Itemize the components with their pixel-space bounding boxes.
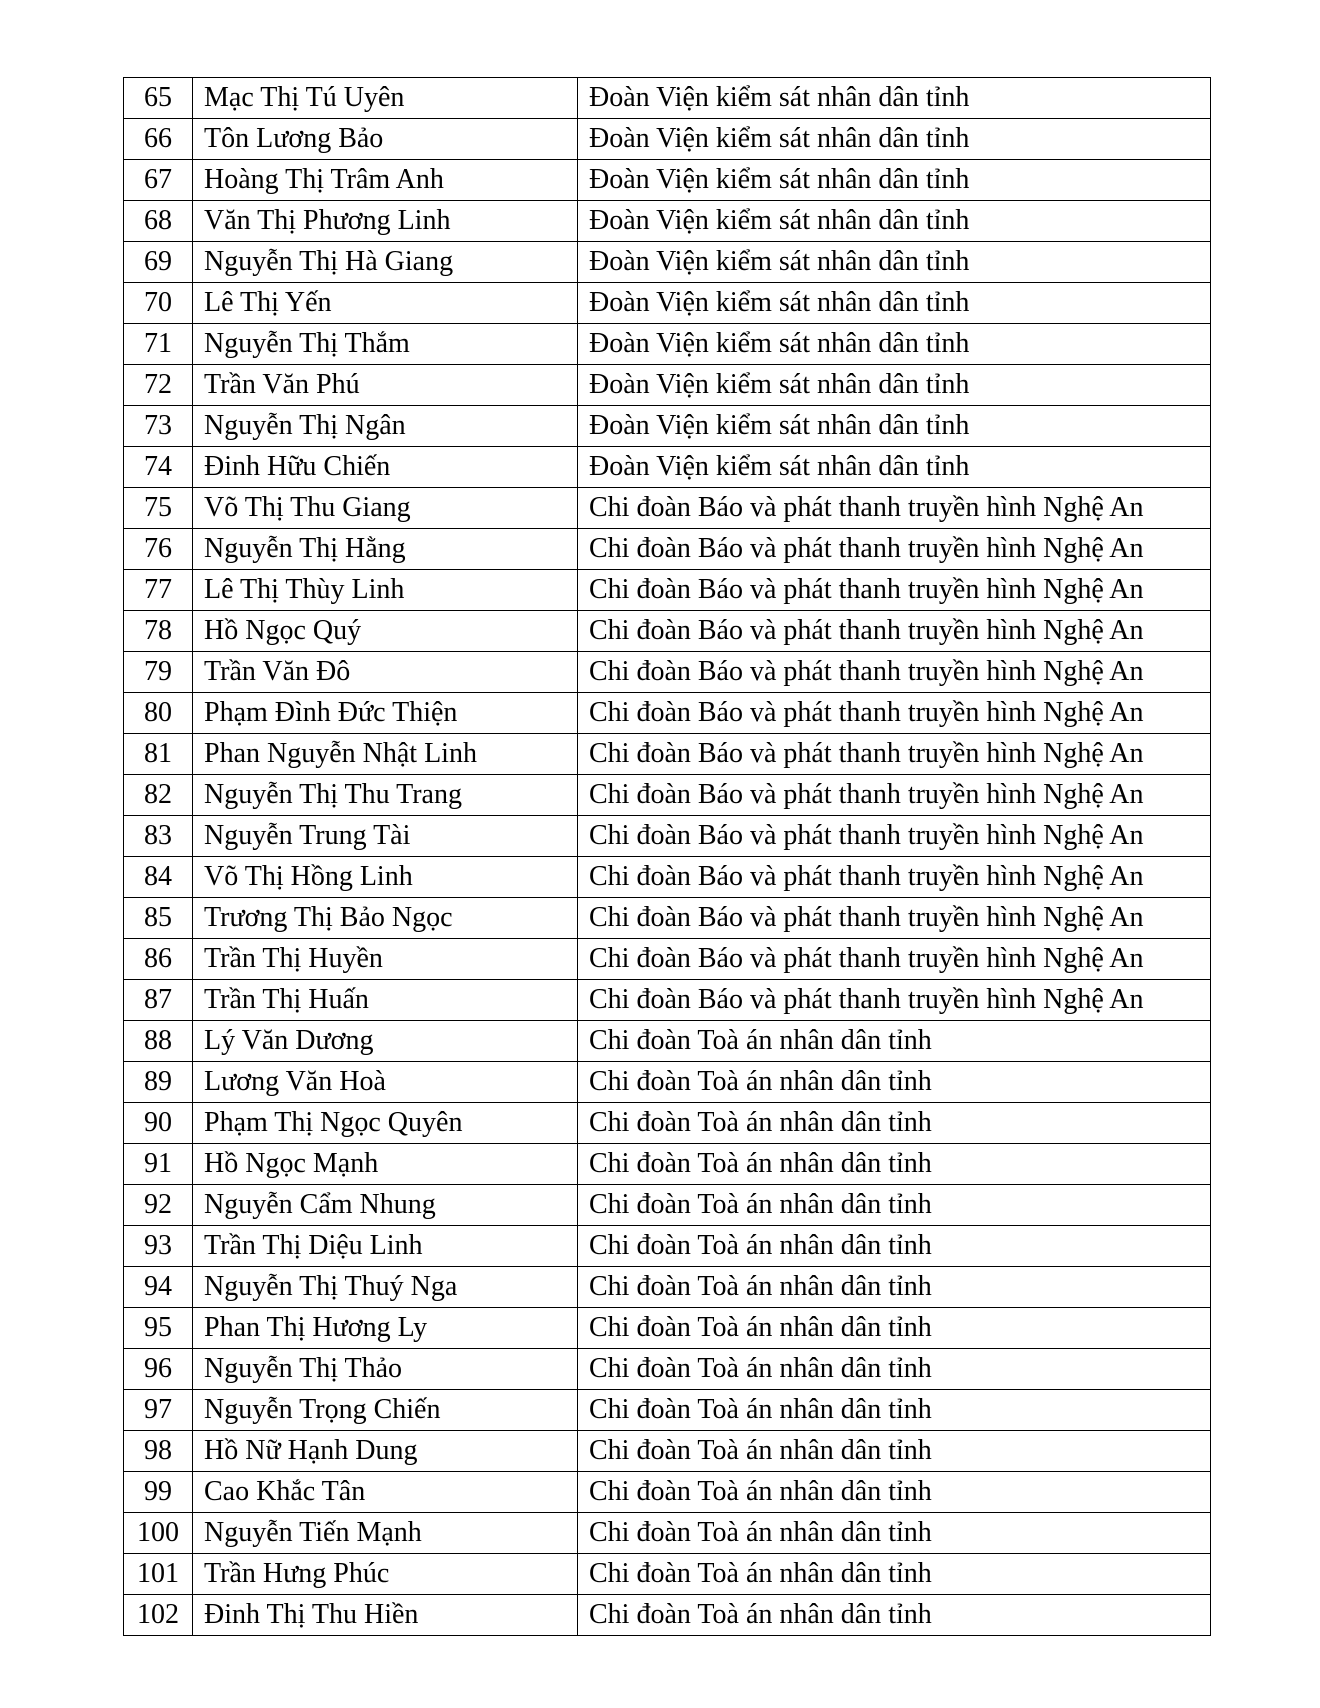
table-row (124, 611, 1211, 652)
row-number: 76 (124, 529, 193, 570)
row-number: 78 (124, 611, 193, 652)
row-number: 87 (124, 980, 193, 1021)
table-row (124, 1513, 1211, 1554)
member-name: Nguyễn Tiến Mạnh (193, 1513, 578, 1554)
member-name: Phạm Đình Đức Thiện (193, 693, 578, 734)
member-name: Võ Thị Thu Giang (193, 488, 578, 529)
table-row (124, 365, 1211, 406)
table-row (124, 78, 1211, 119)
member-unit: Chi đoàn Báo và phát thanh truyền hình Nghệ An (578, 570, 1211, 611)
member-name: Trần Thị Diệu Linh (193, 1226, 578, 1267)
member-unit: Chi đoàn Toà án nhân dân tỉnh (578, 1185, 1211, 1226)
row-number: 84 (124, 857, 193, 898)
row-number: 97 (124, 1390, 193, 1431)
member-unit: Chi đoàn Báo và phát thanh truyền hình Nghệ An (578, 652, 1211, 693)
member-unit: Chi đoàn Toà án nhân dân tỉnh (578, 1390, 1211, 1431)
member-unit: Chi đoàn Toà án nhân dân tỉnh (578, 1226, 1211, 1267)
member-table (123, 77, 1211, 1636)
row-number: 80 (124, 693, 193, 734)
member-name: Mạc Thị Tú Uyên (193, 78, 578, 119)
table-row (124, 447, 1211, 488)
table-row (124, 324, 1211, 365)
member-unit: Chi đoàn Toà án nhân dân tỉnh (578, 1431, 1211, 1472)
member-name: Võ Thị Hồng Linh (193, 857, 578, 898)
member-unit: Chi đoàn Toà án nhân dân tỉnh (578, 1595, 1211, 1636)
table-row (124, 734, 1211, 775)
row-number: 89 (124, 1062, 193, 1103)
row-number: 83 (124, 816, 193, 857)
row-number: 77 (124, 570, 193, 611)
row-number: 90 (124, 1103, 193, 1144)
member-unit: Chi đoàn Báo và phát thanh truyền hình Nghệ An (578, 611, 1211, 652)
member-name: Trần Thị Huyền (193, 939, 578, 980)
row-number: 88 (124, 1021, 193, 1062)
member-name: Lương Văn Hoà (193, 1062, 578, 1103)
member-name: Hồ Ngọc Quý (193, 611, 578, 652)
member-unit: Chi đoàn Toà án nhân dân tỉnh (578, 1062, 1211, 1103)
table-row (124, 160, 1211, 201)
member-name: Trần Hưng Phúc (193, 1554, 578, 1595)
table-row (124, 816, 1211, 857)
member-name: Nguyễn Thị Thuý Nga (193, 1267, 578, 1308)
row-number: 66 (124, 119, 193, 160)
table-row (124, 119, 1211, 160)
member-name: Phan Nguyễn Nhật Linh (193, 734, 578, 775)
row-number: 100 (124, 1513, 193, 1554)
table-row (124, 1267, 1211, 1308)
table-row (124, 652, 1211, 693)
member-unit: Đoàn Viện kiểm sát nhân dân tỉnh (578, 365, 1211, 406)
table-row (124, 1472, 1211, 1513)
member-unit: Chi đoàn Báo và phát thanh truyền hình Nghệ An (578, 775, 1211, 816)
table-row (124, 488, 1211, 529)
member-name: Trần Văn Phú (193, 365, 578, 406)
member-name: Đinh Thị Thu Hiền (193, 1595, 578, 1636)
member-unit: Chi đoàn Báo và phát thanh truyền hình Nghệ An (578, 734, 1211, 775)
row-number: 94 (124, 1267, 193, 1308)
member-name: Nguyễn Trọng Chiến (193, 1390, 578, 1431)
table-row (124, 570, 1211, 611)
member-unit: Chi đoàn Báo và phát thanh truyền hình Nghệ An (578, 980, 1211, 1021)
table-row (124, 775, 1211, 816)
row-number: 68 (124, 201, 193, 242)
row-number: 81 (124, 734, 193, 775)
member-name: Nguyễn Thị Thắm (193, 324, 578, 365)
member-name: Lê Thị Yến (193, 283, 578, 324)
row-number: 71 (124, 324, 193, 365)
member-name: Phạm Thị Ngọc Quyên (193, 1103, 578, 1144)
member-name: Lý Văn Dương (193, 1021, 578, 1062)
member-name: Tôn Lương Bảo (193, 119, 578, 160)
member-unit: Đoàn Viện kiểm sát nhân dân tỉnh (578, 406, 1211, 447)
row-number: 92 (124, 1185, 193, 1226)
member-unit: Chi đoàn Báo và phát thanh truyền hình Nghệ An (578, 693, 1211, 734)
member-name: Hoàng Thị Trâm Anh (193, 160, 578, 201)
row-number: 86 (124, 939, 193, 980)
member-unit: Chi đoàn Toà án nhân dân tỉnh (578, 1021, 1211, 1062)
table-row (124, 1185, 1211, 1226)
member-name: Văn Thị Phương Linh (193, 201, 578, 242)
row-number: 70 (124, 283, 193, 324)
table-row (124, 201, 1211, 242)
row-number: 102 (124, 1595, 193, 1636)
member-unit: Đoàn Viện kiểm sát nhân dân tỉnh (578, 283, 1211, 324)
member-unit: Đoàn Viện kiểm sát nhân dân tỉnh (578, 201, 1211, 242)
member-name: Trần Văn Đô (193, 652, 578, 693)
table-row (124, 1431, 1211, 1472)
member-unit: Chi đoàn Toà án nhân dân tỉnh (578, 1513, 1211, 1554)
member-unit: Chi đoàn Toà án nhân dân tỉnh (578, 1308, 1211, 1349)
table-row (124, 406, 1211, 447)
table-row (124, 857, 1211, 898)
row-number: 85 (124, 898, 193, 939)
member-name: Cao Khắc Tân (193, 1472, 578, 1513)
member-unit: Chi đoàn Báo và phát thanh truyền hình Nghệ An (578, 529, 1211, 570)
member-unit: Chi đoàn Toà án nhân dân tỉnh (578, 1103, 1211, 1144)
member-unit: Đoàn Viện kiểm sát nhân dân tỉnh (578, 242, 1211, 283)
member-unit: Đoàn Viện kiểm sát nhân dân tỉnh (578, 119, 1211, 160)
row-number: 72 (124, 365, 193, 406)
table-row (124, 1390, 1211, 1431)
member-name: Lê Thị Thùy Linh (193, 570, 578, 611)
member-name: Nguyễn Thị Ngân (193, 406, 578, 447)
row-number: 73 (124, 406, 193, 447)
member-unit: Chi đoàn Toà án nhân dân tỉnh (578, 1349, 1211, 1390)
row-number: 82 (124, 775, 193, 816)
table-row (124, 1062, 1211, 1103)
member-name: Nguyễn Trung Tài (193, 816, 578, 857)
member-unit: Đoàn Viện kiểm sát nhân dân tỉnh (578, 447, 1211, 488)
table-row (124, 980, 1211, 1021)
table-row (124, 1226, 1211, 1267)
member-name: Trương Thị Bảo Ngọc (193, 898, 578, 939)
row-number: 101 (124, 1554, 193, 1595)
row-number: 65 (124, 78, 193, 119)
member-name: Đinh Hữu Chiến (193, 447, 578, 488)
table-row (124, 693, 1211, 734)
row-number: 91 (124, 1144, 193, 1185)
table-row (124, 1144, 1211, 1185)
row-number: 96 (124, 1349, 193, 1390)
member-name: Phan Thị Hương Ly (193, 1308, 578, 1349)
table-row (124, 283, 1211, 324)
member-unit: Chi đoàn Toà án nhân dân tỉnh (578, 1267, 1211, 1308)
member-unit: Chi đoàn Toà án nhân dân tỉnh (578, 1472, 1211, 1513)
table-row (124, 1595, 1211, 1636)
row-number: 93 (124, 1226, 193, 1267)
table-row (124, 898, 1211, 939)
row-number: 98 (124, 1431, 193, 1472)
member-unit: Chi đoàn Toà án nhân dân tỉnh (578, 1554, 1211, 1595)
member-name: Nguyễn Thị Hà Giang (193, 242, 578, 283)
row-number: 69 (124, 242, 193, 283)
member-unit: Chi đoàn Báo và phát thanh truyền hình Nghệ An (578, 898, 1211, 939)
table-row (124, 939, 1211, 980)
table-row (124, 242, 1211, 283)
member-name: Hồ Nữ Hạnh Dung (193, 1431, 578, 1472)
table-row (124, 1308, 1211, 1349)
table-row (124, 529, 1211, 570)
member-name: Hồ Ngọc Mạnh (193, 1144, 578, 1185)
member-unit: Đoàn Viện kiểm sát nhân dân tỉnh (578, 324, 1211, 365)
member-name: Trần Thị Huấn (193, 980, 578, 1021)
member-name: Nguyễn Thị Hằng (193, 529, 578, 570)
table-row (124, 1554, 1211, 1595)
row-number: 95 (124, 1308, 193, 1349)
member-unit: Đoàn Viện kiểm sát nhân dân tỉnh (578, 78, 1211, 119)
row-number: 79 (124, 652, 193, 693)
member-unit: Chi đoàn Toà án nhân dân tỉnh (578, 1144, 1211, 1185)
table-row (124, 1021, 1211, 1062)
member-unit: Chi đoàn Báo và phát thanh truyền hình Nghệ An (578, 816, 1211, 857)
row-number: 99 (124, 1472, 193, 1513)
row-number: 74 (124, 447, 193, 488)
row-number: 75 (124, 488, 193, 529)
member-table-body (124, 78, 1211, 1636)
member-unit: Chi đoàn Báo và phát thanh truyền hình Nghệ An (578, 857, 1211, 898)
table-row (124, 1103, 1211, 1144)
member-unit: Đoàn Viện kiểm sát nhân dân tỉnh (578, 160, 1211, 201)
member-unit: Chi đoàn Báo và phát thanh truyền hình Nghệ An (578, 488, 1211, 529)
row-number: 67 (124, 160, 193, 201)
member-name: Nguyễn Thị Thảo (193, 1349, 578, 1390)
member-name: Nguyễn Thị Thu Trang (193, 775, 578, 816)
table-row (124, 1349, 1211, 1390)
member-name: Nguyễn Cẩm Nhung (193, 1185, 578, 1226)
member-unit: Chi đoàn Báo và phát thanh truyền hình Nghệ An (578, 939, 1211, 980)
